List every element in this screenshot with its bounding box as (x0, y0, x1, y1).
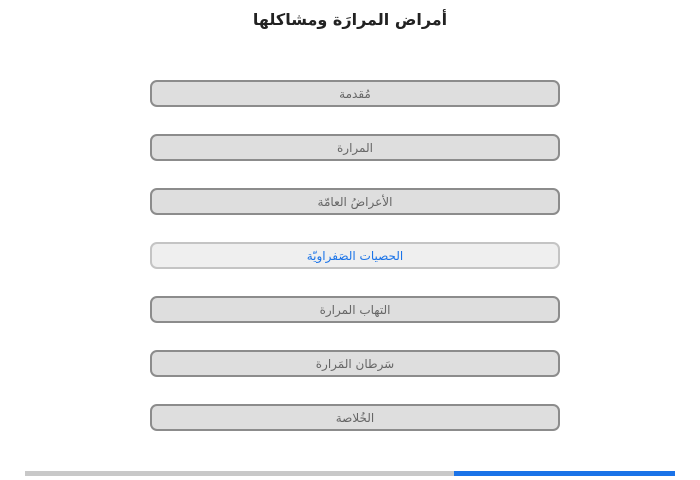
menu-item-introduction[interactable]: مُقدمة (150, 80, 560, 107)
menu-item-gallbladder[interactable]: المرارة (150, 134, 560, 161)
menu-item-general-symptoms[interactable]: الأعراضُ العامّة (150, 188, 560, 215)
menu-item-gallstones[interactable]: الحصيات الصَفراويّة (150, 242, 560, 269)
progress-bar (25, 471, 675, 476)
menu-item-cholecystitis[interactable]: التهاب المرارة (150, 296, 560, 323)
menu-item-gallbladder-cancer[interactable]: سَرطان المَرارة (150, 350, 560, 377)
chapter-menu (150, 80, 560, 458)
menu-item-summary[interactable]: الخُلاصة (150, 404, 560, 431)
progress-bar-fill (454, 471, 675, 476)
page-title: أمراض المرارَة ومشاكلها (252, 10, 448, 29)
